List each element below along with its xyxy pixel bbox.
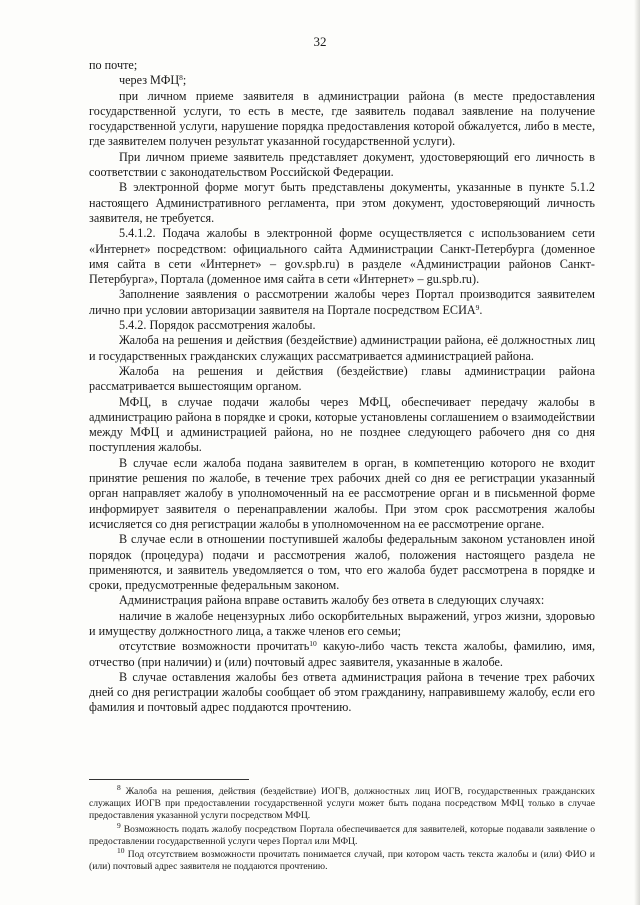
paragraph — [89, 89, 595, 150]
paragraph — [89, 318, 595, 333]
paragraph-text: Жалоба на решения и действия (бездействие) главы администрации района рассматривается вышестоящим органом. — [89, 363, 595, 394]
footnote — [89, 820, 595, 848]
paragraph — [89, 333, 595, 364]
footnote-separator — [89, 779, 249, 780]
paragraph — [89, 58, 595, 73]
paragraph-text: наличие в жалобе нецензурных либо оскорбительных выражений, угроз жизни, здоровью и имуществу должностного лица, а также членов его семьи; — [89, 608, 595, 638]
paragraph — [89, 532, 595, 593]
paragraph — [89, 395, 595, 456]
paragraph-text: Заполнение заявления о рассмотрении жалобы через Портал производится заявителем лично при условии авторизации заявителя на Портале посредством ЕСИА — [89, 287, 595, 317]
paragraph-text: При личном приеме заявитель представляет документ, удостоверяющий его личность в соответствии с законодательством Российской Федерации. — [89, 149, 595, 180]
footnote-mark: 8 — [117, 783, 121, 792]
paragraph-text: Жалоба на решения и действия (бездействие) администрации района, её должностных лиц и государственных гражданских служащих рассматривается администрацией района. — [89, 333, 595, 363]
paragraph — [89, 150, 595, 181]
footnote-reference: 10 — [309, 639, 317, 649]
footnote — [89, 846, 595, 873]
footnotes-block — [89, 783, 595, 874]
footnote-text: Возможность подать жалобу посредством Портала обеспечивается для заявителей, которые подавали заявление о предоставлении государственной услуги через Портал или МФЦ. — [89, 823, 595, 847]
page-number: 32 — [313, 34, 327, 49]
paragraph-text: при личном приеме заявителя в администрации района (в месте предоставления государственной услуги, то есть в месте, где заявитель подавал заявление на получение государственной услуги, нарушение порядка предоставления которой обжалуется, либо в месте, где заявителем получен результат указанной государственной услуги). — [89, 88, 595, 149]
paragraph-text-tail: . — [479, 302, 483, 317]
paragraph-text-tail: какую-либо часть текста жалобы, фамилию, имя, отчество (при наличии) и (или) почтовый адрес заявителя, указанные в жалобе. — [89, 639, 595, 669]
paragraph — [89, 593, 595, 608]
paragraph-text: В случае оставления жалобы без ответа администрация района в течение трех рабочих дней со дня регистрации жалобы сообщает об этом гражданину, направившему жалобу, если его фамилия и почтовый адрес поддаются прочтению. — [89, 669, 595, 715]
paragraph-text: МФЦ, в случае подачи жалобы через МФЦ, обеспечивает передачу жалобы в администрацию района в порядке и сроки, которые установлены соглашением о взаимодействии между МФЦ и администрацией района, но не позднее следующего рабочего дня со дня поступления жалобы. — [89, 394, 595, 455]
paragraph-text-tail: ; — [182, 73, 187, 88]
paragraph — [89, 226, 595, 287]
footnote-text: Под отсутствием возможности прочитать понимается случай, при котором часть текста жалобы и (или) ФИО и (или) почтовый адрес заявителя не поддаются прочтению. — [89, 849, 595, 873]
paragraph-text: 5.4.2. Порядок рассмотрения жалобы. — [119, 318, 316, 333]
page-edge-shadow — [634, 0, 640, 905]
paragraph-text: В случае если жалоба подана заявителем в орган, в компетенцию которого не входит принятие решения по жалобе, в течение трех рабочих дней со дня ее регистрации указанный орган направляет жалобу в уполномоченный на ее рассмотрение орган и в письменной форме информирует заявителя о перенаправлении жалобы. При этом срок рассмотрения жалобы исчисляется со дня регистрации жалобы в уполномоченном на ее рассмотрение органе. — [89, 455, 595, 531]
paragraph-text: 5.4.1.2. Подача жалобы в электронной форме осуществляется с использованием сети «Интернет» посредством: официального сайта Администрации Санкт-Петербурга (доменное имя сайта в сети «Интернет» – gov.spb.ru) в разделе «Администрации районов Санкт-Петербурга», Портала (доменное имя сайта в сети «Интернет» – gu.spb.ru). — [89, 226, 595, 287]
footnote — [89, 783, 595, 823]
paragraph — [89, 609, 595, 640]
paragraph-text: через МФЦ — [119, 73, 180, 88]
paragraph — [89, 287, 595, 318]
footnote-mark: 9 — [117, 820, 121, 830]
paragraph — [89, 639, 595, 670]
paragraph-text: Администрация района вправе оставить жалобу без ответа в следующих случаях: — [119, 593, 545, 608]
paragraph-text: В случае если в отношении поступившей жалобы федеральным законом установлен иной порядок (процедура) подачи и рассмотрения жалоб, положения настоящего раздела не применяются, и заявитель уведомляется о том, что его жалоба будет рассмотрена в порядке и сроки, предусмотренные федеральным законом. — [89, 532, 595, 593]
paragraph — [89, 180, 595, 226]
paragraph-text: отсутствие возможности прочитать — [119, 639, 310, 654]
footnote-reference: 8 — [179, 73, 183, 83]
document-body — [89, 58, 595, 716]
paragraph — [89, 456, 595, 532]
paragraph — [89, 670, 595, 716]
paragraph — [89, 364, 595, 395]
paragraph — [89, 73, 595, 88]
footnote-reference: 9 — [475, 302, 480, 312]
footnote-text: Жалоба на решения, действия (бездействие) ИОГВ, должностных лиц ИОГВ, государственных гражданских служащих ИОГВ при предоставлении государственной услуги может быть подана посредством МФЦ только в случае предоставления указанной услуги посредством МФЦ. — [89, 786, 595, 822]
paragraph-text: по почте; — [89, 58, 138, 72]
paragraph-text: В электронной форме могут быть представлены документы, указанные в пункте 5.1.2 настоящего Административного регламента, при этом документ, удостоверяющий личность заявителя, не требуется. — [89, 180, 595, 225]
footnote-mark: 10 — [117, 846, 125, 856]
